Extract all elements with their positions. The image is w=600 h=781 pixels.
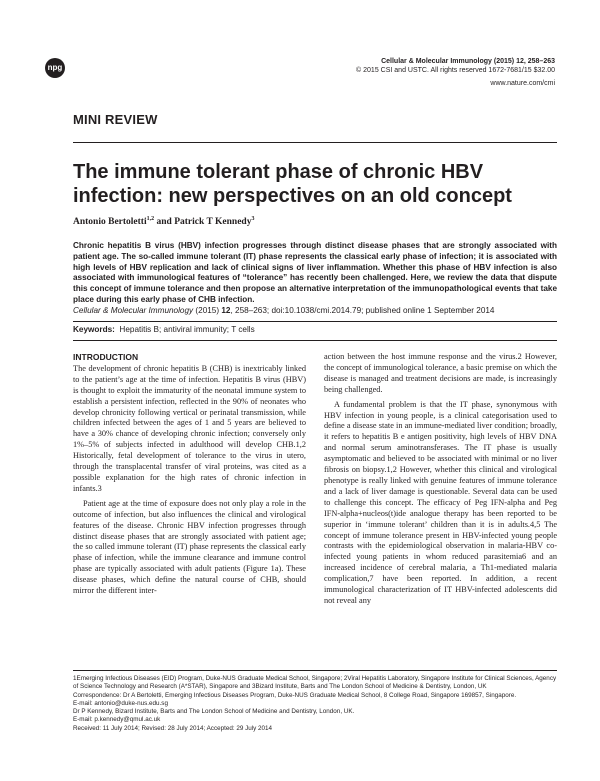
title-rule [73, 142, 557, 143]
journal-line: Cellular & Molecular Immunology (2015) 12, 258–263 [381, 58, 555, 65]
paragraph-1: The development of chronic hepatitis B (CHB) is inextricably linked to the patient’s age at the time of infection. Hepatitis B virus (HBV) is thought to exploit the immaturity of the neonatal immune system to establish a persistent infection, reflected in the 90% of neonates who develop chronicity following vertical or perinatal transmission, while children infected between the ages of 1 and 5 years are believed to have a 30% chance of developing chronic infection; conversely only 1%–5% of subjects infected in adulthood will develop CHB.1,2 Historically, fetal development of tolerance to the virus in utero, through the transplacental transfer of viral proteins, was cited as a possible explanation for the high rates of chronic infection in infants.3 [73, 363, 306, 493]
author-2[interactable]: Patrick T Kennedy [174, 217, 252, 228]
footnote-rule [73, 670, 557, 671]
email-2[interactable]: E-mail: p.kennedy@qmul.ac.uk [73, 716, 161, 724]
author-1-affiliation: 1,2 [146, 216, 155, 222]
paragraph-3: action between the host immune response and the virus.2 However, the concept of immunological tolerance, a basic premise on which the disease is managed and treatment decisions are made, is increasingly being challenged. [324, 352, 557, 394]
citation [73, 306, 557, 317]
paragraph-2: Patient age at the time of exposure does not only play a role in the outcome of infection, but also influences the clinical and virological features of the disease. Chronic HBV infection progresses through distinct disease phases that are strongly associated with patient age; the so called immune tolerant (IT) phase represents the classical early phase of infection, while the immune clearance and immune control phase are typically associated with adult patients (Figure 1a). These disease phases, which define the natural course of CHB, should mirror the different inter- [73, 498, 306, 596]
footnotes [73, 675, 557, 733]
keywords [73, 325, 557, 336]
abstract: Chronic hepatitis B virus (HBV) infection progresses through distinct disease phases that are strongly associated with patient age. The so-called immune tolerant (IT) phase represents the classical early phase of infection; it is associated with high levels of HBV replication and lack of clinical signs of liver inflammation. Whether this phase of HBV infection is also associated with immunological features of “tolerance” has recently been challenged. Here, we review the data that dispute this concept of immune tolerance and then propose an alternative interpretation of the immunopathological events that take place during this early phase of CHB infection. [73, 241, 557, 304]
correspondence-1: Correspondence: Dr A Bertoletti, Emerging Infectious Diseases Program, Duke-NUS Graduate Medical School, 8 College Road, Singapore 169857, Singapore. [73, 691, 517, 699]
author-2-affiliation: 3 [251, 216, 255, 222]
author-1[interactable]: Antonio Bertoletti [73, 217, 147, 228]
section-label: MINI REVIEW [73, 112, 158, 127]
copyright-line: © 2015 CSI and USTC. All rights reserved 1672-7681/15 $32.00 [356, 67, 555, 74]
dates: Received: 11 July 2014; Revised: 28 July 2014; Accepted: 29 July 2014 [73, 724, 273, 732]
citation-year: (2015) [193, 306, 222, 315]
author-connector: and [154, 217, 175, 228]
article-title: The immune tolerant phase of chronic HBV infection: new perspectives on an old concept [73, 161, 512, 207]
citation-journal: Cellular & Molecular Immunology [73, 306, 194, 315]
body-column-right [324, 352, 557, 607]
citation-rest: , 258–263; doi:10.1038/cmi.2014.79; published online 1 September 2014 [230, 306, 495, 315]
npg-logo: npg [45, 58, 65, 78]
correspondence-2: Dr P Kennedy, Bizard Institute, Barts and The London School of Medicine and Dentistry, London, UK. [73, 708, 355, 716]
citation-volume: 12 [221, 306, 231, 315]
keywords-value: Hepatitis B; antiviral immunity; T cells [119, 325, 255, 334]
affiliations: 1Emerging Infectious Diseases (EID) Program, Duke-NUS Graduate Medical School, Singapore; 2Viral Hepatitis Laboratory, Singapore Institute for Clinical Sciences, Agency of Science Technology and Research (A*STAR), Singapore and 3Bizard Institute, Barts and The London School of Medicine & Dentistry, London, UK [73, 675, 557, 691]
introduction-heading: INTRODUCTION [73, 352, 139, 362]
keywords-rule-bottom [73, 340, 557, 341]
body-column-left [73, 352, 306, 597]
keywords-rule-top [73, 321, 557, 322]
author-line [73, 216, 254, 227]
paragraph-4: A fundamental problem is that the IT phase, synonymous with HBV infection in young people, is a clinical categorisation used to define a disease state in an immune-mediated liver condition; broadly, it refers to hepatitis B e antigen positivity, high levels of HBV DNA and normal serum aminotransferases. The IT phase is usually asymptomatic and believed to be associated with minimal or no liver fibrosis on biopsy.1,2 However, whether this clinical and virological phenotype is really linked with genuine features of immune tolerance and a lack of liver damage is questionable. Several data can be used to challenge this concept. The efficacy of Peg IFN-alpha and Peg IFN-alpha+nucleos(t)ide analogue therapy has been reported to be superior in ‘immune tolerant’ children than it is in adults.4,5 The concept of immune tolerance present in HBV-infected young people contrasts with the epidemiological observation in malaria-HBV co-infected young patients in whom reduced parasitemia6 and an increased incidence of cerebral malaria, a Th1-mediated malaria complication,7 have been reported. In addition, a recent immunological characterization of IT HBV-infected adolescents did not reveal any [324, 399, 557, 605]
journal-url[interactable]: www.nature.com/cmi [490, 80, 555, 87]
email-1[interactable]: E-mail: antonio@duke-nus.edu.sg [73, 699, 168, 707]
keywords-label: Keywords: [73, 325, 115, 334]
